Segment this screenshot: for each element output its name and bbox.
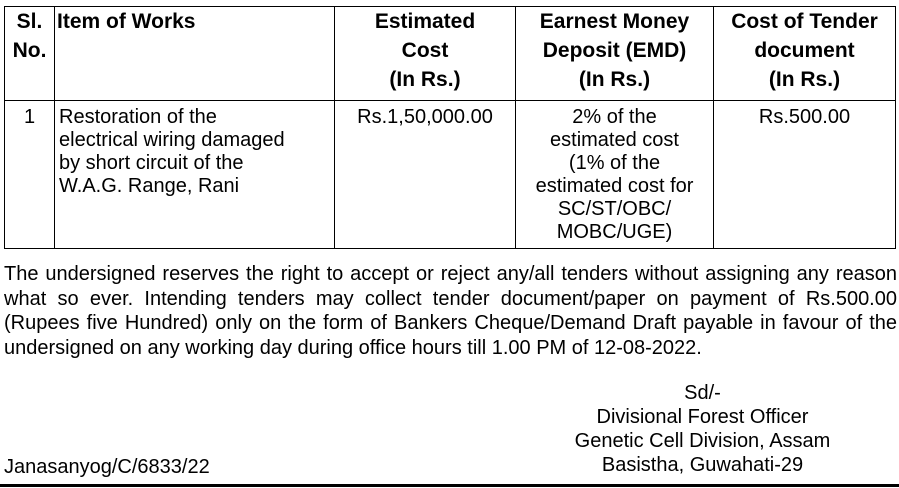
header-emd: Earnest Money Deposit (EMD) (In Rs.): [516, 7, 714, 101]
cell-emd: 2% of the estimated cost (1% of the estimated cost for SC/ST/OBC/ MOBC/UGE): [516, 101, 714, 249]
signature-designation: Divisional Forest Officer: [596, 406, 809, 428]
tender-table: [4, 6, 896, 249]
cell-sl-no: 1: [5, 101, 55, 249]
header-tender-cost: Cost of Tender document (In Rs.): [714, 7, 896, 101]
signature-sd: Sd/-: [684, 382, 721, 404]
notice-paragraph: The undersigned reserves the right to accept or reject any/all tenders without assigning any reason what so ever. Intending tenders may collect tender document/paper on payment of Rs.500.00 (Rupees five Hundred) only on the form of Bankers Cheque/Demand Draft payable in favour of the undersigned on any working day during office hours till 1.00 PM of 12-08-2022.: [4, 263, 897, 359]
table-row: [5, 101, 896, 249]
cell-tender-cost: Rs.500.00: [714, 101, 896, 249]
cell-estimated-cost: Rs.1,50,000.00: [335, 101, 516, 249]
bottom-rule: [0, 484, 899, 487]
signature-address: Basistha, Guwahati-29: [601, 454, 804, 476]
header-estimated-cost: Estimated Cost (In Rs.): [335, 7, 516, 101]
table-header-row: [5, 7, 896, 101]
signature-block: [550, 381, 855, 477]
signature-division: Genetic Cell Division, Assam: [574, 430, 831, 452]
cell-item-of-works: Restoration of the electrical wiring damaged by short circuit of the W.A.G. Range, Rani: [55, 101, 335, 249]
header-sl-no: Sl. No.: [5, 7, 55, 101]
reference-number: Janasanyog/C/6833/22: [4, 456, 210, 478]
header-item-of-works: Item of Works: [55, 7, 335, 101]
